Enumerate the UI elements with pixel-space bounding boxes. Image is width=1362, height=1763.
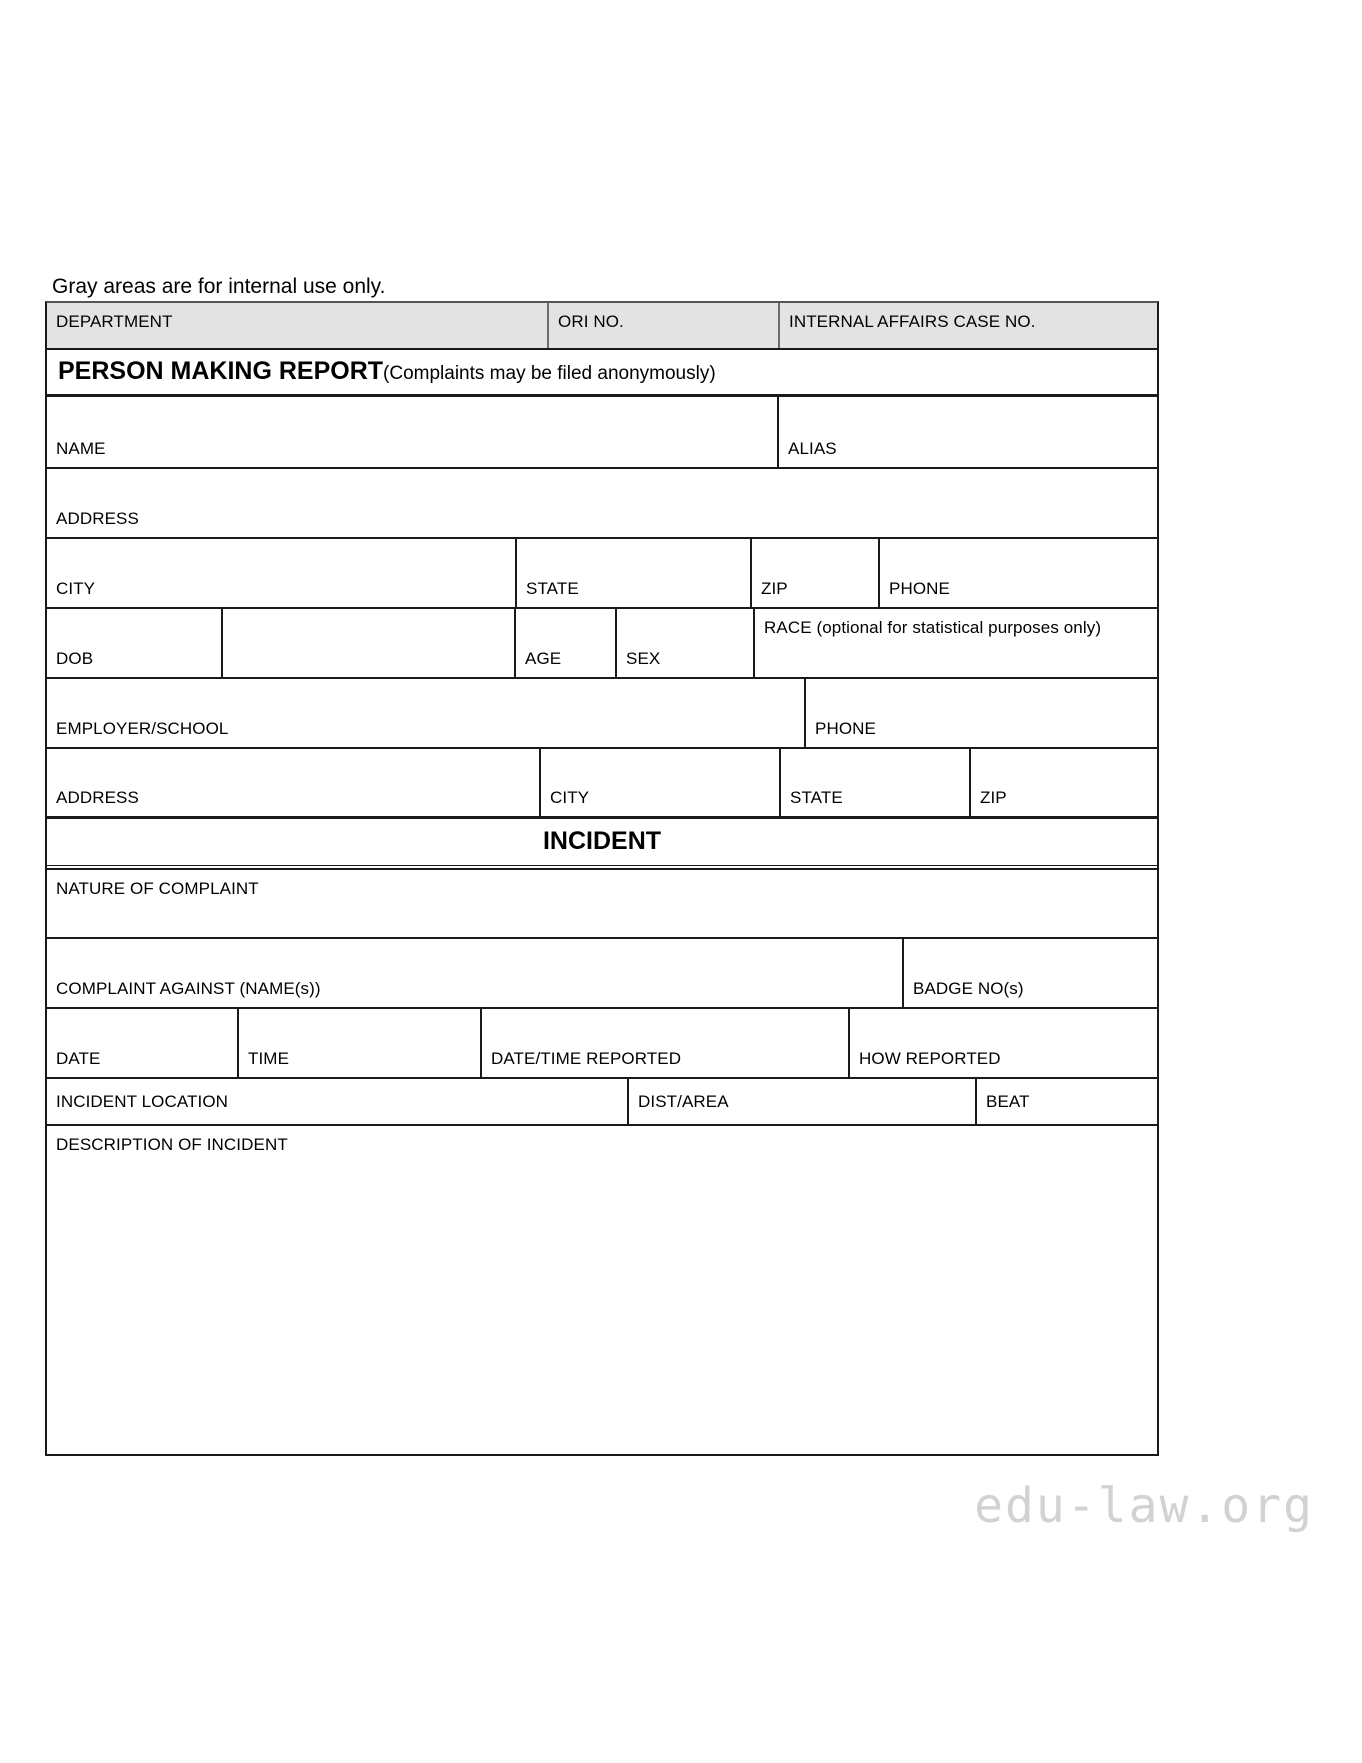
beat-cell[interactable] [975,1079,1157,1124]
employer-city-cell[interactable] [539,749,779,816]
description-of-incident-row [47,1126,1157,1456]
address-cell[interactable] [47,469,1157,537]
employer-city-label: CITY [550,788,590,807]
complaint-form-table [45,301,1159,1456]
nature-of-complaint-label: NATURE OF COMPLAINT [56,879,259,898]
incident-location-label: INCIDENT LOCATION [56,1092,229,1111]
sex-cell[interactable] [615,609,753,677]
city-cell[interactable] [47,539,515,607]
incident-location-cell[interactable] [47,1079,627,1124]
employer-phone-label: PHONE [815,719,876,738]
phone-cell[interactable] [878,539,1157,607]
complaint-against-cell[interactable] [47,939,902,1007]
ori-no-label: ORI NO. [558,312,624,331]
internal-use-note: Gray areas are for internal use only. [52,275,386,298]
description-of-incident-cell[interactable] [47,1126,1157,1454]
incident-title-wrap [47,819,1157,865]
employer-address-row [47,749,1157,819]
employer-phone-cell[interactable] [804,679,1157,747]
employer-school-cell[interactable] [47,679,804,747]
employer-state-label: STATE [790,788,843,807]
date-time-reported-row [47,1009,1157,1079]
person-section-subtitle: (Complaints may be filed anonymously) [383,363,716,384]
date-label: DATE [56,1049,101,1068]
department-label: DEPARTMENT [56,312,173,331]
how-reported-cell[interactable] [848,1009,1157,1077]
state-cell[interactable] [515,539,750,607]
address-label: ADDRESS [56,509,139,528]
ori-no-cell[interactable] [547,303,778,348]
age-label: AGE [525,649,562,668]
alias-label: ALIAS [788,439,837,458]
how-reported-label: HOW REPORTED [859,1049,1001,1068]
state-label: STATE [526,579,579,598]
dist-area-cell[interactable] [627,1079,975,1124]
dist-area-label: DIST/AREA [638,1092,729,1111]
name-label: NAME [56,439,106,458]
dob-blank-cell[interactable] [221,609,514,677]
city-state-zip-phone-row [47,539,1157,609]
city-label: CITY [56,579,96,598]
badge-no-cell[interactable] [902,939,1157,1007]
person-making-report-title [47,350,1157,394]
date-time-reported-cell[interactable] [480,1009,848,1077]
employer-zip-cell[interactable] [969,749,1157,816]
employer-zip-label: ZIP [980,788,1007,807]
person-making-report-title-row [47,350,1157,397]
employer-school-row [47,679,1157,749]
race-cell[interactable] [753,609,1157,677]
nature-of-complaint-row [47,869,1157,939]
date-cell[interactable] [47,1009,237,1077]
name-alias-row [47,397,1157,469]
employer-address-label: ADDRESS [56,788,139,807]
zip-cell[interactable] [750,539,878,607]
department-cell[interactable] [47,303,547,348]
phone-label: PHONE [889,579,950,598]
incident-location-row [47,1079,1157,1126]
name-cell[interactable] [47,397,777,467]
time-label: TIME [248,1049,290,1068]
age-cell[interactable] [514,609,615,677]
internal-use-header-row [47,303,1157,350]
employer-address-cell[interactable] [47,749,539,816]
time-cell[interactable] [237,1009,480,1077]
dob-label: DOB [56,649,94,668]
beat-label: BEAT [986,1092,1030,1111]
dob-cell[interactable] [47,609,221,677]
internal-affairs-case-no-label: INTERNAL AFFAIRS CASE NO. [789,312,1036,331]
internal-affairs-case-no-cell[interactable] [778,303,1157,348]
employer-state-cell[interactable] [779,749,969,816]
employer-school-label: EMPLOYER/SCHOOL [56,719,229,738]
person-section-title: PERSON MAKING REPORT [58,357,384,385]
sex-label: SEX [626,649,661,668]
incident-section-title: INCIDENT [542,827,662,855]
date-time-reported-label: DATE/TIME REPORTED [491,1049,682,1068]
site-watermark: edu-law.org [974,1478,1314,1534]
complaint-against-label: COMPLAINT AGAINST (NAME(s)) [56,979,321,998]
race-label: RACE (optional for statistical purposes only) [764,618,1102,637]
badge-no-label: BADGE NO(s) [913,979,1024,998]
alias-cell[interactable] [777,397,1157,467]
complaint-against-row [47,939,1157,1009]
zip-label: ZIP [761,579,788,598]
dob-age-sex-race-row [47,609,1157,679]
address-row [47,469,1157,539]
nature-of-complaint-cell[interactable] [47,870,1157,937]
description-of-incident-label: DESCRIPTION OF INCIDENT [56,1135,288,1154]
incident-title-row [47,819,1157,869]
